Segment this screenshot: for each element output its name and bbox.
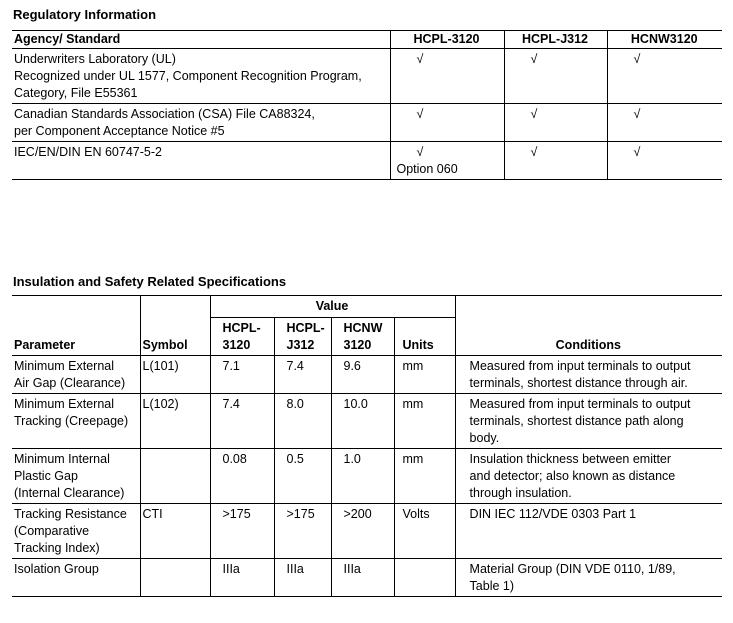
insulation-row-creepage (12, 394, 722, 449)
insulation-table (12, 295, 722, 597)
check-mark: √ (504, 104, 607, 142)
conditions-cell (455, 559, 722, 597)
regulatory-row-csa (12, 104, 722, 142)
insulation-row-clearance (12, 356, 722, 394)
parameter-cell (12, 559, 140, 597)
agency-line: Underwriters Laboratory (UL) (14, 52, 176, 66)
insulation-row-cti (12, 504, 722, 559)
header-line: 3120 (222, 338, 251, 352)
parameter-line: Plastic Gap (14, 469, 78, 483)
header-line: 3120 (343, 338, 372, 352)
header-hcpl3120 (210, 318, 274, 356)
parameter-line: (Comparative (14, 524, 90, 538)
units-cell: mm (394, 394, 455, 449)
agency-line: Recognized under UL 1577, Component Recognition Program, (14, 69, 362, 83)
symbol-cell: CTI (140, 504, 210, 559)
regulatory-title: Regulatory Information (13, 7, 157, 22)
insulation-title: Insulation and Safety Related Specifications (13, 274, 287, 289)
regulatory-row-ul (12, 49, 722, 104)
value-cell: 7.4 (274, 356, 331, 394)
check-mark-cell (390, 142, 504, 180)
units-cell: Volts (394, 504, 455, 559)
check-mark: √ (390, 49, 504, 104)
header-conditions: Conditions (455, 296, 722, 356)
value-cell: 7.4 (210, 394, 274, 449)
conditions-cell (455, 356, 722, 394)
parameter-line: Minimum External (14, 359, 115, 373)
parameter-line: Tracking (Creepage) (14, 414, 129, 428)
check-mark: √ (607, 49, 722, 104)
agency-line: IEC/EN/DIN EN 60747-5-2 (14, 145, 162, 159)
units-cell: mm (394, 449, 455, 504)
value-cell: 9.6 (331, 356, 394, 394)
header-line: J312 (286, 338, 315, 352)
insulation-header-row-1 (12, 296, 722, 318)
value-cell: IIIa (274, 559, 331, 597)
regulatory-header-row (12, 31, 722, 49)
header-hcnw3120 (331, 318, 394, 356)
header-line: HCPL- (222, 321, 261, 335)
check-mark: √ (416, 145, 424, 159)
regulatory-table (12, 30, 722, 180)
conditions-line: Material Group (DIN VDE 0110, 1/89, (469, 562, 676, 576)
agency-cell (12, 49, 390, 104)
parameter-cell (12, 504, 140, 559)
parameter-line: Tracking Resistance (14, 507, 127, 521)
symbol-cell: L(101) (140, 356, 210, 394)
header-hcnw3120: HCNW3120 (607, 31, 722, 49)
conditions-line: Measured from input terminals to output (469, 359, 691, 373)
value-cell: 10.0 (331, 394, 394, 449)
parameter-cell (12, 449, 140, 504)
header-value: Value (210, 296, 455, 318)
symbol-cell (140, 449, 210, 504)
conditions-line: and detector; also known as distance (469, 469, 676, 483)
conditions-cell (455, 394, 722, 449)
value-cell: 0.08 (210, 449, 274, 504)
conditions-line: DIN IEC 112/VDE 0303 Part 1 (469, 507, 637, 521)
parameter-line: (Internal Clearance) (14, 486, 125, 500)
value-cell: >200 (331, 504, 394, 559)
value-cell: IIIa (331, 559, 394, 597)
conditions-cell (455, 504, 722, 559)
conditions-line: Measured from input terminals to output (469, 397, 691, 411)
header-line: HCNW (343, 321, 383, 335)
parameter-line: Tracking Index) (14, 541, 100, 555)
value-cell: 8.0 (274, 394, 331, 449)
check-mark: √ (390, 104, 504, 142)
agency-cell (12, 104, 390, 142)
value-cell: 1.0 (331, 449, 394, 504)
value-cell: >175 (210, 504, 274, 559)
check-mark: √ (607, 142, 722, 180)
check-mark: √ (504, 142, 607, 180)
check-mark: √ (504, 49, 607, 104)
conditions-line: Insulation thickness between emitter (469, 452, 672, 466)
header-units: Units (394, 318, 455, 356)
check-mark: √ (607, 104, 722, 142)
insulation-row-internal-clearance (12, 449, 722, 504)
value-cell: >175 (274, 504, 331, 559)
parameter-cell (12, 356, 140, 394)
conditions-line: body. (469, 431, 500, 445)
header-hcplj312 (274, 318, 331, 356)
header-symbol: Symbol (140, 296, 210, 356)
parameter-cell (12, 394, 140, 449)
agency-cell (12, 142, 390, 180)
parameter-line: Minimum External (14, 397, 115, 411)
header-agency: Agency/ Standard (12, 31, 390, 49)
units-cell (394, 559, 455, 597)
parameter-line: Minimum Internal (14, 452, 110, 466)
conditions-line: terminals, shortest distance through air. (469, 376, 688, 390)
header-parameter: Parameter (12, 296, 140, 356)
units-cell: mm (394, 356, 455, 394)
conditions-line: Table 1) (469, 579, 515, 593)
parameter-line: Air Gap (Clearance) (14, 376, 126, 390)
agency-line: per Component Acceptance Notice #5 (14, 124, 225, 138)
value-cell: 0.5 (274, 449, 331, 504)
insulation-row-isolation-group (12, 559, 722, 597)
parameter-line: Isolation Group (14, 562, 99, 576)
conditions-line: terminals, shortest distance path along (469, 414, 684, 428)
symbol-cell (140, 559, 210, 597)
agency-line: Canadian Standards Association (CSA) File CA88324, (14, 107, 315, 121)
agency-line: Category, File E55361 (14, 86, 138, 100)
value-cell: 7.1 (210, 356, 274, 394)
value-cell: IIIa (210, 559, 274, 597)
conditions-cell (455, 449, 722, 504)
regulatory-row-iec (12, 142, 722, 180)
header-hcpl3120: HCPL-3120 (390, 31, 504, 49)
option-note: Option 060 (396, 162, 458, 176)
header-line: HCPL- (286, 321, 325, 335)
conditions-line: through insulation. (469, 486, 572, 500)
header-hcplj312: HCPL-J312 (504, 31, 607, 49)
symbol-cell: L(102) (140, 394, 210, 449)
